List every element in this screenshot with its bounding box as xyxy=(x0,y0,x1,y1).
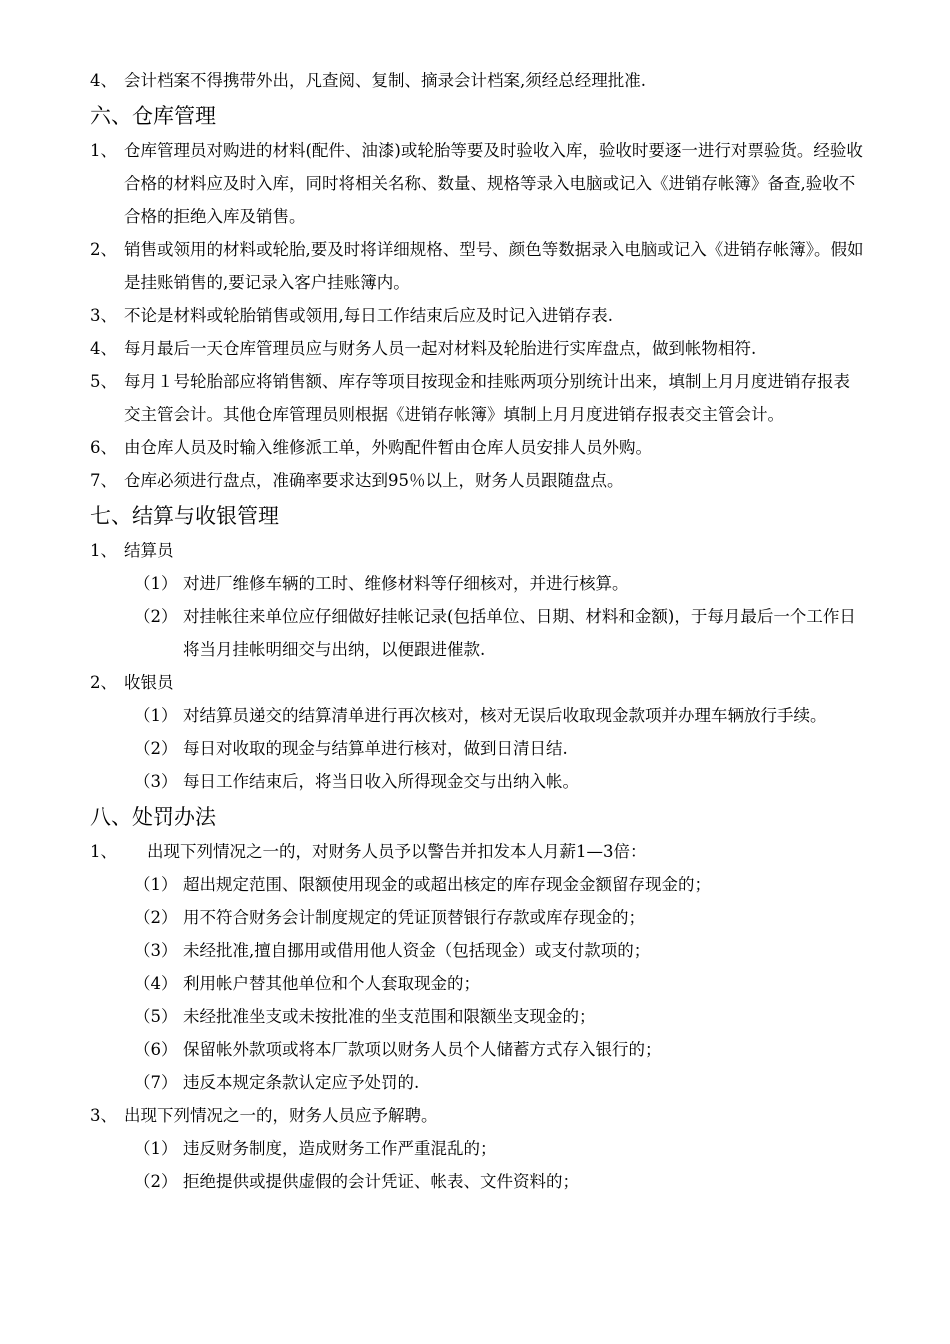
list-item xyxy=(0,134,950,233)
section-heading: 七、结算与收银管理 xyxy=(90,504,279,528)
sub-item xyxy=(0,934,950,967)
document-body xyxy=(0,64,950,1198)
list-item xyxy=(0,299,950,332)
item-number: （1） xyxy=(134,706,178,725)
item-text: 对进厂维修车辆的工时、维修材料等仔细核对，并进行核算。 xyxy=(183,574,629,593)
item-number: 2、 xyxy=(90,673,117,692)
item-text: 保留帐外款项或将本厂款项以财务人员个人储蓄方式存入银行的； xyxy=(183,1040,662,1059)
item-number: （1） xyxy=(134,1139,178,1158)
sub-item xyxy=(0,699,950,732)
sub-item xyxy=(0,1165,950,1198)
list-item xyxy=(0,464,950,497)
item-number: （1） xyxy=(134,875,178,894)
item-number: （6） xyxy=(134,1040,178,1059)
list-item xyxy=(0,534,950,567)
item-text: 利用帐户替其他单位和个人套取现金的； xyxy=(183,974,480,993)
list-item xyxy=(0,64,950,97)
item-number: 1、 xyxy=(90,541,117,560)
list-item xyxy=(0,1099,950,1132)
item-text: 超出规定范围、限额使用现金的或超出核定的库存现金金额留存现金的； xyxy=(183,875,711,894)
sub-item xyxy=(0,901,950,934)
item-text: 拒绝提供或提供虚假的会计凭证、帐表、文件资料的； xyxy=(183,1172,579,1191)
item-text: 对挂帐往来单位应仔细做好挂帐记录(包括单位、日期、材料和金额)，于每月最后一个工作日将当月挂帐明细交与出纳，以便跟进催款. xyxy=(183,607,856,659)
item-text: 未经批准坐支或未按批准的坐支范围和限额坐支现金的； xyxy=(183,1007,596,1026)
list-item xyxy=(0,431,950,464)
sub-item xyxy=(0,1066,950,1099)
item-number: （2） xyxy=(134,607,178,626)
item-text: 结算员 xyxy=(124,541,174,560)
item-number: 1、 xyxy=(90,842,117,861)
item-number: （2） xyxy=(134,908,178,927)
item-number: 5、 xyxy=(90,372,117,391)
item-number: （7） xyxy=(134,1073,178,1092)
list-item xyxy=(0,233,950,299)
item-text: 违反财务制度，造成财务工作严重混乱的； xyxy=(183,1139,497,1158)
item-number: 7、 xyxy=(90,471,117,490)
sub-item xyxy=(0,567,950,600)
item-number: 6、 xyxy=(90,438,117,457)
list-item xyxy=(0,835,950,868)
item-text: 会计档案不得携带外出，凡查阅、复制、摘录会计档案,须经总经理批准. xyxy=(124,71,646,90)
item-text: 出现下列情况之一的，对财务人员予以警告并扣发本人月薪1—3倍： xyxy=(147,842,647,861)
item-number: 3、 xyxy=(90,306,117,325)
sub-item xyxy=(0,732,950,765)
item-text: 由仓库人员及时输入维修派工单，外购配件暂由仓库人员安排人员外购。 xyxy=(124,438,652,457)
item-number: （1） xyxy=(134,574,178,593)
item-text: 每月１号轮胎部应将销售额、库存等项目按现金和挂账两项分别统计出来，填制上月月度进销存报表交主管会计。其他仓库管理员则根据《进销存帐簿》填制上月月度进销存报表交主管会计。 xyxy=(124,372,850,424)
item-text: 对结算员递交的结算清单进行再次核对，核对无误后收取现金款项并办理车辆放行手续。 xyxy=(183,706,827,725)
item-text: 每日工作结束后，将当日收入所得现金交与出纳入帐。 xyxy=(183,772,579,791)
list-item xyxy=(0,666,950,699)
item-number: 2、 xyxy=(90,240,117,259)
sub-item xyxy=(0,1132,950,1165)
item-text: 仓库管理员对购进的材料(配件、油漆)或轮胎等要及时验收入库，验收时要逐一进行对票验货。经验收合格的材料应及时入库，同时将相关名称、数量、规格等录入电脑或记入《进销存帐簿》备查,验收不合格的拒绝入库及销售。 xyxy=(124,141,863,226)
list-item xyxy=(0,332,950,365)
item-text: 出现下列情况之一的，财务人员应予解聘。 xyxy=(124,1106,438,1125)
sub-item xyxy=(0,868,950,901)
item-number: 4、 xyxy=(90,71,117,90)
item-text: 仓库必须进行盘点，准确率要求达到95％以上，财务人员跟随盘点。 xyxy=(124,471,624,490)
item-number: （5） xyxy=(134,1007,178,1026)
item-text: 收银员 xyxy=(124,673,174,692)
item-number: （2） xyxy=(134,1172,178,1191)
item-number: （3） xyxy=(134,772,178,791)
item-number: （3） xyxy=(134,941,178,960)
sub-item xyxy=(0,765,950,798)
item-number: （4） xyxy=(134,974,178,993)
item-text: 不论是材料或轮胎销售或领用,每日工作结束后应及时记入进销存表. xyxy=(124,306,613,325)
item-number: 1、 xyxy=(90,141,117,160)
section-heading: 六、仓库管理 xyxy=(90,104,216,128)
list-item xyxy=(0,365,950,431)
item-text: 用不符合财务会计制度规定的凭证顶替银行存款或库存现金的； xyxy=(183,908,645,927)
sub-item xyxy=(0,967,950,1000)
item-number: （2） xyxy=(134,739,178,758)
item-text: 每日对收取的现金与结算单进行核对，做到日清日结. xyxy=(183,739,568,758)
item-text: 未经批准,擅自挪用或借用他人资金（包括现金）或支付款项的； xyxy=(183,941,651,960)
sub-item xyxy=(0,600,950,666)
item-text: 销售或领用的材料或轮胎,要及时将详细规格、型号、颜色等数据录入电脑或记入《进销存帐簿》。假如是挂账销售的,要记录入客户挂账簿内。 xyxy=(124,240,864,292)
sub-item xyxy=(0,1033,950,1066)
item-number: 4、 xyxy=(90,339,117,358)
item-text: 每月最后一天仓库管理员应与财务人员一起对材料及轮胎进行实库盘点，做到帐物相符. xyxy=(124,339,757,358)
sub-item xyxy=(0,1000,950,1033)
item-text: 违反本规定条款认定应予处罚的. xyxy=(183,1073,420,1092)
item-number: 3、 xyxy=(90,1106,117,1125)
section-heading: 八、处罚办法 xyxy=(90,805,216,829)
